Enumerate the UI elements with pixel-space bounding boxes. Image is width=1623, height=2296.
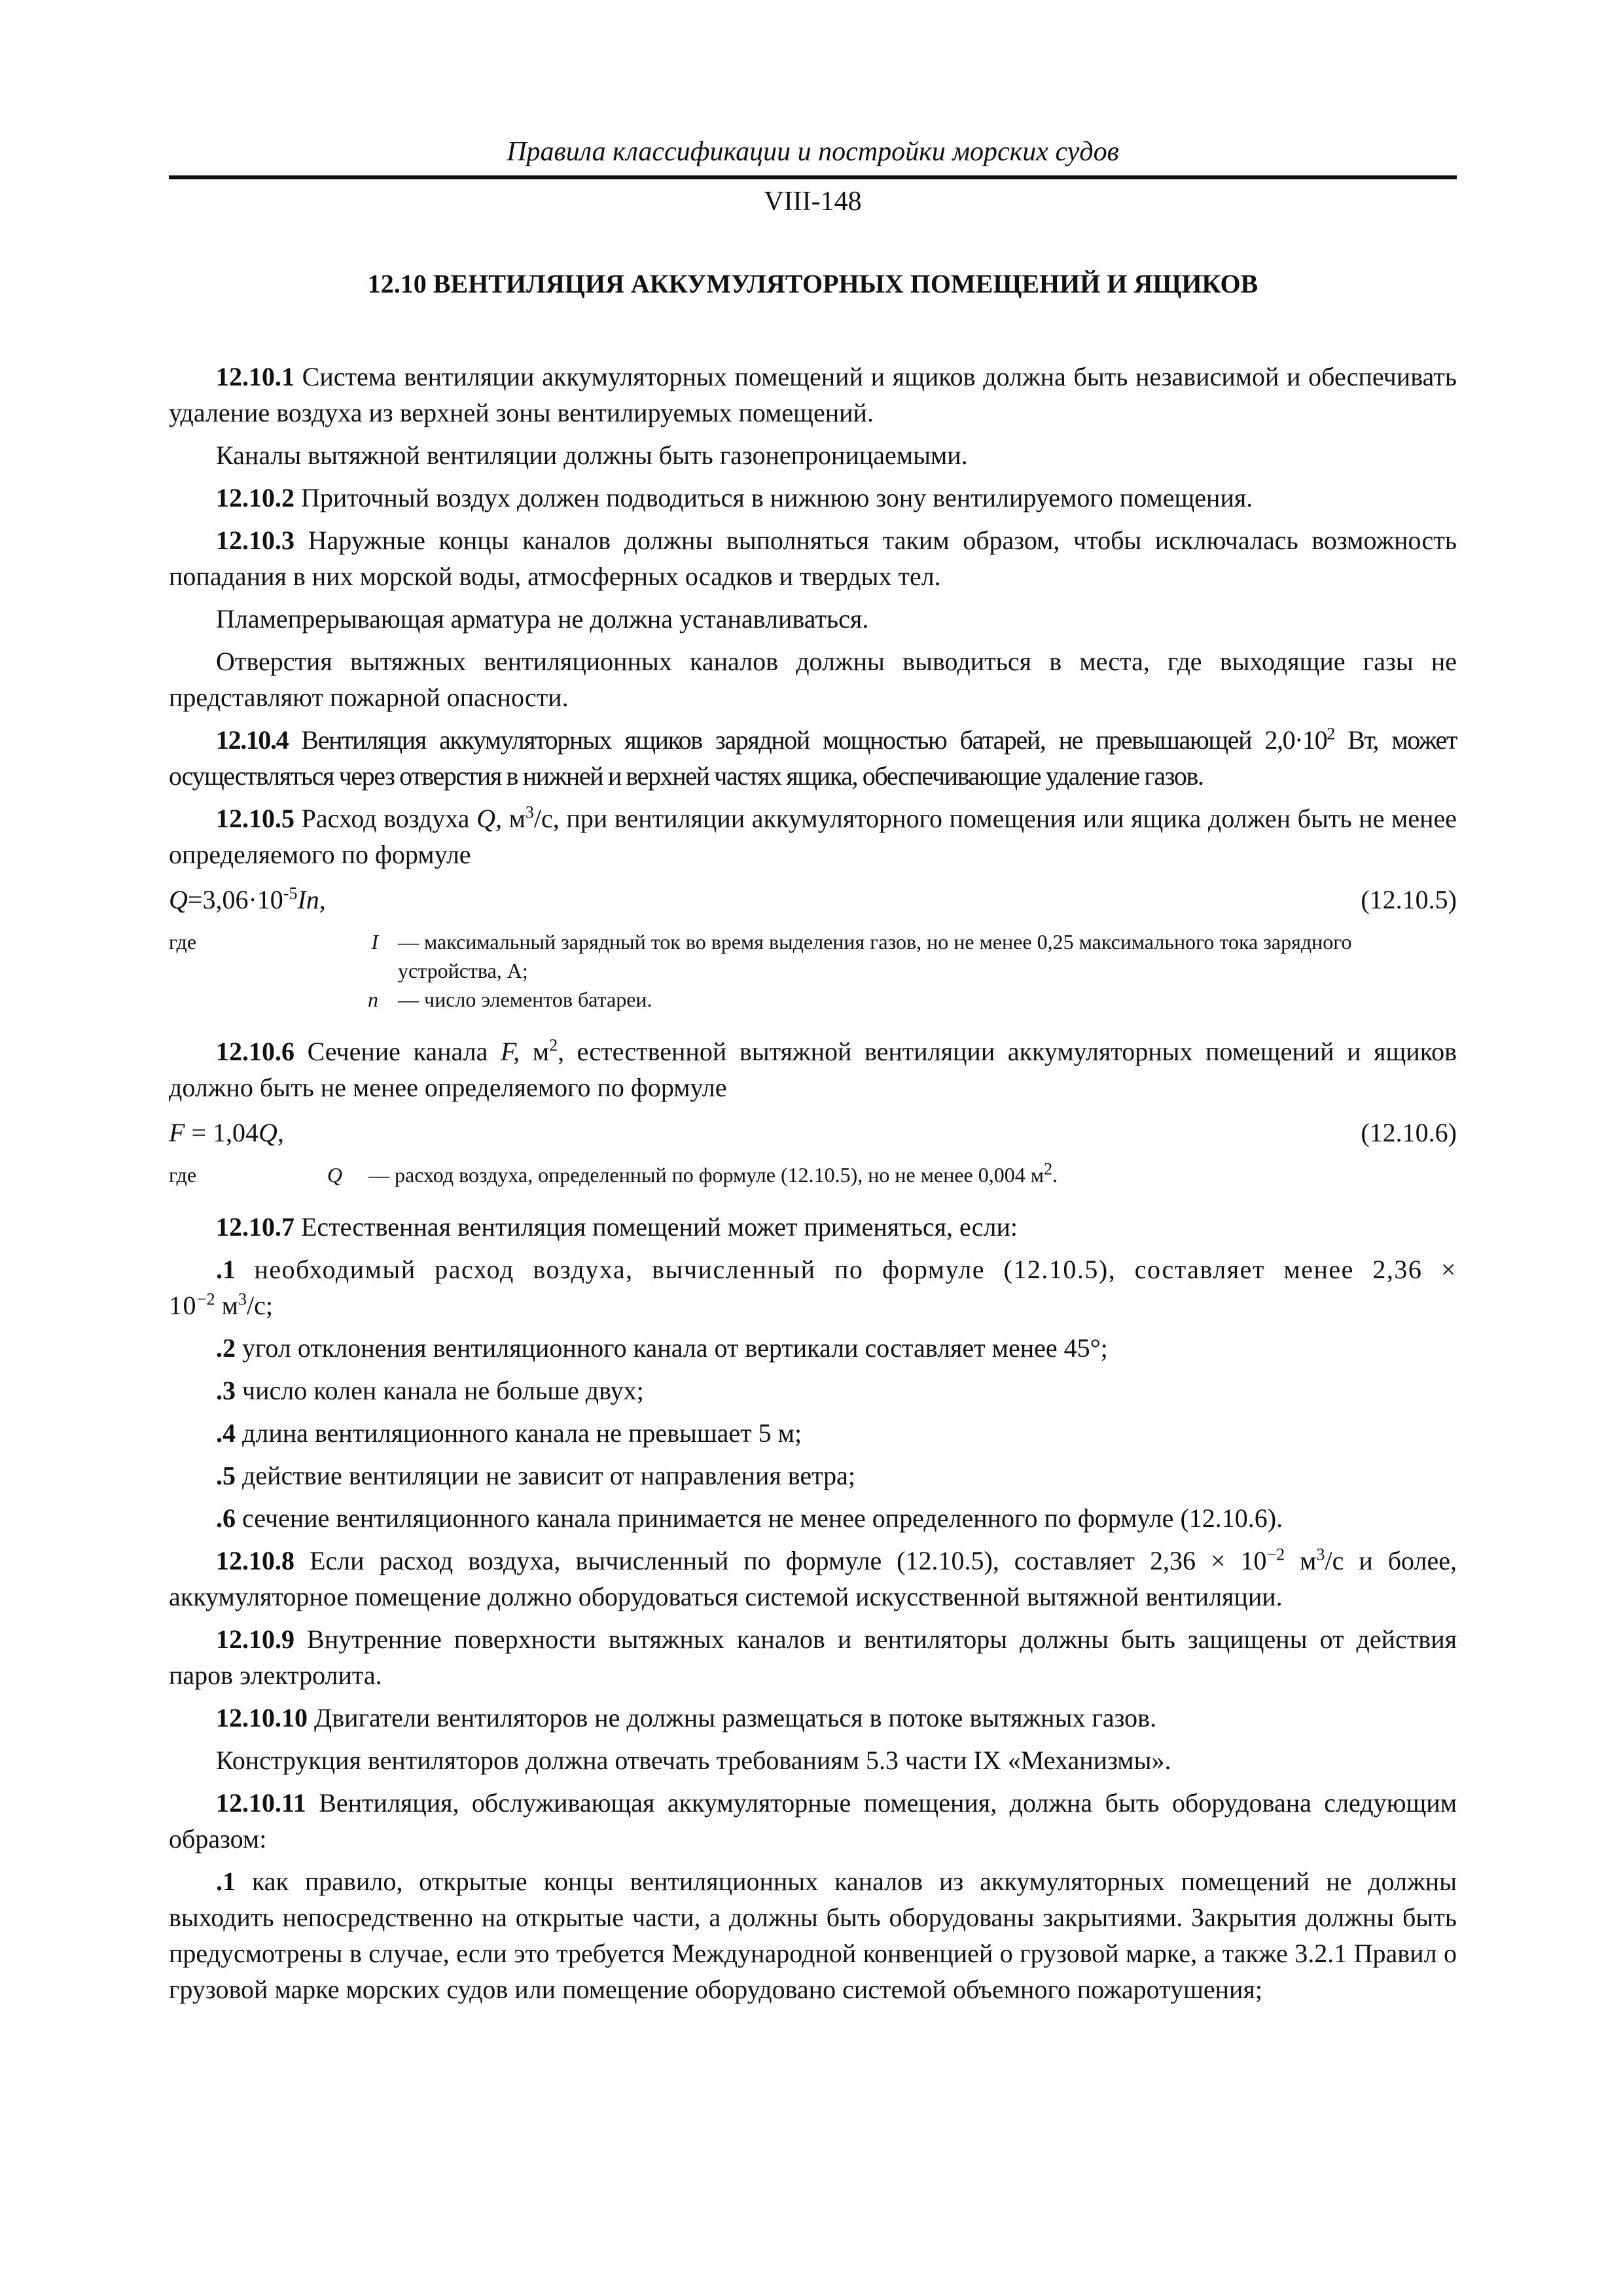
clause-text: Система вентиляции аккумуляторных помещений и ящиков должна быть независимой и обеспечивать удаление воздуха из верхней зоны вентилируемых помещений.: [169, 362, 1457, 427]
list-item-4: [169, 1415, 1457, 1451]
list-item-number: .2: [216, 1333, 236, 1363]
superscript: 3: [1316, 1545, 1325, 1564]
clause-text-cont: /с и более, аккумуляторное помещение должно оборудоваться системой искусственной вытяжной вентиляции.: [169, 1546, 1457, 1611]
clause-text-cont: м: [501, 804, 526, 833]
clause-number: 12.10.1: [216, 362, 294, 391]
list-item-number: .6: [216, 1503, 236, 1533]
where-label: где: [169, 1163, 197, 1187]
clause-number: 12.10.11: [216, 1788, 306, 1818]
superscript: −2: [1266, 1545, 1285, 1564]
legend-row-i: [169, 927, 1457, 985]
clause-number: 12.10.3: [216, 526, 294, 555]
clause-12-10-10: [169, 1700, 1457, 1736]
legend-text: — максимальный зарядный ток во время выделения газов, но не менее 0,25 максимального тока зарядного устройства, А;: [398, 930, 1352, 982]
clause-12-10-10-b: Конструкция вентиляторов должна отвечать требованиям 5.3 части IX «Механизмы».: [216, 1746, 1171, 1775]
clause-text-cont: /с, при вентиляции аккумуляторного помещения или ящика должен быть не менее определяемого по формуле: [169, 804, 1457, 869]
clause-text: Наружные концы каналов должны выполняться таким образом, чтобы исключалась возможность попадания в них морской воды, атмосферных осадков и твердых тел.: [169, 526, 1457, 591]
legend-symbol: n: [368, 988, 378, 1011]
list-item-text: как правило, открытые концы вентиляционных каналов из аккумуляторных помещений не должны выходить непосредственно на открытые части, а должны быть оборудованы закрытиями. Закрытия должны быть предусмотрены в случае, если это требуется Международной конвенцией о грузовой марке, а также 3.2.1 Правил о грузовой марке морских судов или помещение оборудовано системой объемного пожаротушения;: [169, 1867, 1457, 2004]
variable-f: F,: [500, 1037, 520, 1066]
formula-number: (12.10.6): [1361, 1118, 1457, 1147]
where-label: где: [169, 930, 197, 954]
clause-text: Если расход воздуха, вычисленный по формуле (12.10.5), составляет 2,36 × 10: [294, 1546, 1267, 1575]
formula-coef: =3,06·10: [187, 885, 283, 914]
clause-12-10-1: [169, 359, 1457, 431]
formula-expression: [169, 1115, 284, 1151]
list-item-6: [169, 1500, 1457, 1536]
clause-12-10-8: [169, 1543, 1457, 1615]
list-item-text-cont: /с;: [246, 1291, 273, 1320]
formula-12-10-5: [169, 882, 1457, 922]
list-item-1: [169, 1251, 1457, 1323]
list-item-3: [169, 1372, 1457, 1408]
clause-12-10-11-item-1: [169, 1863, 1457, 2007]
formula-lhs: F: [169, 1118, 185, 1147]
clause-text-cont: м: [1285, 1546, 1317, 1575]
clause-text: Сечение канала: [294, 1037, 501, 1066]
clause-number: 12.10.7: [216, 1212, 294, 1242]
formula-coef: = 1,04: [185, 1118, 259, 1147]
legend-text: — расход воздуха, определенный по формуле (12.10.5), но не менее 0,004 м: [368, 1163, 1044, 1187]
list-item-number: .1: [216, 1867, 236, 1896]
list-item-2: [169, 1330, 1457, 1366]
clause-12-10-3: [169, 522, 1457, 594]
clause-12-10-6: [169, 1033, 1457, 1105]
clause-12-10-9: [169, 1621, 1457, 1693]
list-item-number: .3: [216, 1376, 236, 1405]
formula-rhs: In,: [297, 885, 326, 914]
list-item-number: .5: [216, 1461, 236, 1490]
header-rule: [169, 175, 1457, 179]
page-number: VIII-148: [764, 187, 862, 217]
clause-text: Двигатели вентиляторов не должны размещаться в потоке вытяжных газов.: [308, 1703, 1157, 1732]
clause-text: Расход воздуха: [294, 804, 477, 833]
clause-text-cont: , естественной вытяжной вентиляции аккумуляторных помещений и ящиков должно быть не менее определяемого по формуле: [169, 1037, 1457, 1102]
running-title: Правила классификации и постройки морских судов: [507, 137, 1119, 167]
clause-text: Приточный воздух должен подводиться в нижнюю зону вентилируемого помещения.: [294, 483, 1253, 512]
clause-12-10-1-b: Каналы вытяжной вентиляции должны быть газонепроницаемыми.: [216, 440, 968, 470]
variable-q: Q,: [476, 804, 502, 833]
superscript: 2: [549, 1035, 558, 1055]
clause-number: 12.10.4: [216, 725, 289, 755]
formula-legend-1: [169, 927, 1457, 1014]
formula-number: (12.10.5): [1361, 885, 1457, 914]
list-item-text: действие вентиляции не зависит от направления ветра;: [236, 1461, 855, 1490]
formula-expression: [169, 882, 326, 918]
list-item-text-cont: м: [215, 1291, 238, 1320]
superscript: 3: [238, 1289, 247, 1309]
section-title: 12.10 ВЕНТИЛЯЦИЯ АККУМУЛЯТОРНЫХ ПОМЕЩЕНИЙ И ЯЩИКОВ: [367, 269, 1258, 298]
clause-text: Вентиляция, обслуживающая аккумуляторные помещения, должна быть оборудована следующим образом:: [169, 1788, 1457, 1854]
clause-number: 12.10.6: [216, 1037, 294, 1066]
legend-symbol: Q: [327, 1163, 342, 1187]
clause-text: Естественная вентиляция помещений может применяться, если:: [294, 1212, 1018, 1242]
clause-text-cont: Вт, может осуществляться через отверстия в нижней и верхней частях ящика, обеспечивающие удаление газов.: [169, 725, 1457, 791]
list-item-text: сечение вентиляционного канала принимается не менее определенного по формуле (12.10.6).: [236, 1503, 1283, 1533]
legend-text-end: .: [1052, 1163, 1058, 1187]
clause-12-10-7: [169, 1209, 1457, 1245]
document-body: [169, 359, 1457, 2014]
clause-number: 12.10.8: [216, 1546, 294, 1575]
clause-12-10-2: [169, 480, 1457, 516]
list-item-text: число колен канала не больше двух;: [236, 1376, 644, 1405]
clause-text: Вентиляция аккумуляторных ящиков зарядной мощностью батарей, не превышающей 2,0·10: [288, 725, 1327, 755]
superscript: 3: [525, 802, 534, 822]
clause-number: 12.10.2: [216, 483, 294, 512]
clause-number: 12.10.5: [216, 804, 294, 833]
clause-12-10-5: [169, 800, 1457, 872]
legend-symbol: I: [371, 930, 378, 954]
clause-12-10-11: [169, 1785, 1457, 1857]
list-item-text: необходимый расход воздуха, вычисленный по формуле (12.10.5), составляет менее 2,36 × 10: [169, 1255, 1457, 1320]
formula-tail: ,: [277, 1118, 284, 1147]
legend-row-q: [169, 1160, 1457, 1189]
clause-12-10-3-c: Отверстия вытяжных вентиляционных каналов должны выводиться в места, где выходящие газы не представляют пожарной опасности.: [169, 647, 1457, 712]
formula-lhs: Q: [169, 885, 188, 914]
list-item-number: .1: [216, 1255, 236, 1284]
list-item-5: [169, 1458, 1457, 1494]
formula-exponent: -5: [283, 884, 298, 903]
clause-12-10-3-b: Пламепрерывающая арматура не должна устанавливаться.: [216, 604, 869, 634]
clause-12-10-4: [169, 722, 1457, 794]
superscript: −2: [197, 1289, 215, 1309]
clause-text: Внутренние поверхности вытяжных каналов и вентиляторы должны быть защищены от действия паров электролита.: [169, 1624, 1457, 1690]
list-item-text: угол отклонения вентиляционного канала от вертикали составляет менее 45°;: [236, 1333, 1108, 1363]
formula-12-10-6: [169, 1115, 1457, 1155]
superscript: 2: [1327, 724, 1334, 744]
list-item-text: длина вентиляционного канала не превышает 5 м;: [236, 1418, 802, 1448]
legend-text: — число элементов батареи.: [398, 988, 652, 1011]
clause-number: 12.10.10: [216, 1703, 308, 1732]
superscript: 2: [1043, 1159, 1052, 1179]
clause-text-cont: м: [520, 1037, 550, 1066]
legend-row-n: [169, 985, 1457, 1014]
formula-legend-2: [169, 1160, 1457, 1189]
clause-number: 12.10.9: [216, 1624, 294, 1654]
formula-rhs: Q: [259, 1118, 277, 1147]
list-item-number: .4: [216, 1418, 236, 1448]
